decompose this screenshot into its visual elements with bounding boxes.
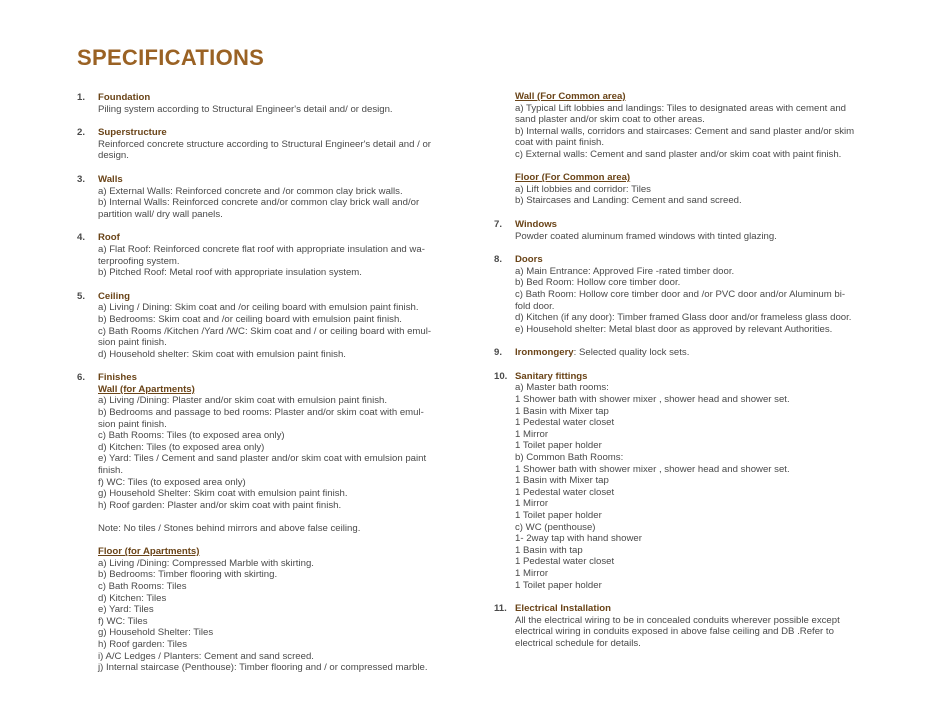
spec-heading: Superstructure [98, 127, 167, 139]
spec-line: a) Flat Roof: Reinforced concrete flat roof with appropriate insulation and wa- [98, 243, 425, 255]
spec-line: sion paint finish. [98, 337, 167, 349]
spec-line: 1 Shower bath with shower mixer , shower head and shower set. [515, 394, 790, 406]
spec-line: electrical wiring in conduits exposed in above false ceiling and DB .Refer to [515, 626, 834, 638]
spec-line: c) Bath Rooms: Tiles [98, 580, 187, 592]
spec-line: h) Roof garden: Tiles [98, 638, 188, 650]
subheading-wall-common: Wall (For Common area) [515, 91, 626, 102]
spacer [98, 535, 462, 547]
spec-line: a) Typical Lift lobbies and landings: Tiles to designated areas with cement and [515, 102, 847, 114]
spec-line: b) Internal Walls: Reinforced concrete and/or common clay brick wall and/or [98, 197, 420, 209]
spec-common-area [494, 91, 884, 207]
spec-ironmongery [494, 347, 884, 359]
spec-line: b) Bed Room: Hollow core timber door. [515, 277, 681, 289]
spec-line: 1 Toilet paper holder [515, 579, 602, 591]
spec-doors [494, 254, 884, 335]
spec-line: a) Master bath rooms: [515, 382, 609, 394]
spec-line: 1 Pedestal water closet [515, 486, 615, 498]
spec-line: f) WC: Tiles (to exposed area only) [98, 476, 246, 488]
spec-line: j) Internal staircase (Penthouse): Timber flooring and / or compressed marble. [98, 662, 428, 674]
spec-line: c) WC (penthouse) [515, 521, 596, 533]
spacer [98, 511, 462, 523]
spec-line: terproofing system. [98, 255, 180, 267]
subheading-floor-apartments: Floor (for Apartments) [98, 546, 200, 558]
spec-heading: Finishes [98, 372, 137, 384]
spec-line: a) Main Entrance: Approved Fire -rated timber door. [515, 265, 735, 277]
spec-number: 3. [77, 173, 86, 185]
spec-heading: Ironmongery [515, 347, 574, 359]
finishes-note: Note: No tiles / Stones behind mirrors and above false ceiling. [98, 523, 361, 534]
spec-line: d) Household shelter: Skim coat with emulsion paint finish. [98, 348, 346, 360]
spec-line: g) Household Shelter: Skim coat with emulsion paint finish. [98, 488, 348, 500]
spec-line: b) Pitched Roof: Metal roof with appropriate insulation system. [98, 267, 362, 279]
spec-line: 1 Basin with tap [515, 544, 583, 556]
spec-number: 4. [77, 232, 86, 244]
spec-line: c) Bath Room: Hollow core timber door and /or PVC door and/or Aluminum bi- [515, 288, 846, 300]
spec-line: a) Living /Dining: Plaster and/or skim coat with emulsion paint finish. [98, 395, 388, 407]
spec-line: e) Household shelter: Metal blast door as approved by relevant Authorities. [515, 323, 833, 335]
spec-line: 1 Pedestal water closet [515, 417, 615, 429]
spec-heading: Windows [515, 218, 558, 230]
spec-foundation [77, 92, 462, 115]
spec-walls [77, 174, 462, 220]
spec-line: a) Living /Dining: Compressed Marble with skirting. [98, 557, 314, 569]
spec-line: c) Bath Rooms /Kitchen /Yard /WC: Skim coat and / or ceiling board with emul- [98, 325, 432, 337]
spec-line: All the electrical wiring to be in concealed conduits wherever possible except [515, 614, 840, 626]
spec-line: d) Kitchen: Tiles (to exposed area only) [98, 441, 265, 453]
spec-heading: Ceiling [98, 290, 130, 302]
spec-line: 1 Shower bath with shower mixer , shower head and shower set. [515, 463, 790, 475]
spec-line: 1- 2way tap with hand shower [515, 533, 642, 545]
spec-line: 1 Pedestal water closet [515, 556, 615, 568]
spec-line: finish. [98, 465, 124, 477]
spec-line: Powder coated aluminum framed windows with tinted glazing. [515, 230, 777, 242]
spec-heading: Roof [98, 232, 120, 244]
spec-number: 1. [77, 92, 86, 103]
spec-line: a) Lift lobbies and corridor: Tiles [515, 183, 651, 195]
spec-line: sand plaster and/or skim coat to other areas. [515, 114, 705, 126]
spec-line: : Selected quality lock sets. [573, 347, 690, 359]
spec-windows [494, 219, 884, 242]
spec-line: b) Bedrooms: Skim coat and /or ceiling board with emulsion paint finish. [98, 313, 402, 325]
spec-line: design. [98, 150, 129, 162]
spec-sanitary-fittings [494, 371, 884, 591]
spec-line: fold door. [515, 300, 555, 312]
spec-line: 1 Mirror [515, 428, 549, 440]
spec-line: c) Bath Rooms: Tiles (to exposed area only) [98, 430, 285, 442]
spec-line: c) External walls: Cement and sand plaster and/or skim coat with paint finish. [515, 148, 842, 160]
spec-line: 1 Toilet paper holder [515, 510, 602, 521]
spec-line: 1 Basin with Mixer tap [515, 475, 609, 487]
left-column [77, 92, 462, 686]
spec-line: 1 Toilet paper holder [515, 440, 602, 452]
spec-line: Reinforced concrete structure according to Structural Engineer's detail and / or [98, 138, 431, 150]
spec-roof [77, 232, 462, 278]
spec-number: 2. [77, 127, 86, 139]
spec-heading: Foundation [98, 92, 151, 103]
spec-number: 8. [494, 254, 503, 266]
spec-number: 10. [494, 370, 508, 382]
page-title: SPECIFICATIONS [77, 45, 265, 70]
spec-line: d) Kitchen (if any door): Timber framed Glass door and/or frameless glass door. [515, 312, 852, 324]
spec-line: coat with paint finish. [515, 137, 605, 149]
spec-heading: Doors [515, 254, 543, 266]
spec-heading: Electrical Installation [515, 603, 611, 615]
spec-line: 1 Mirror [515, 567, 549, 579]
spec-number: 5. [77, 290, 86, 302]
spec-line: d) Kitchen: Tiles [98, 592, 167, 604]
spec-line: a) Living / Dining: Skim coat and /or ceiling board with emulsion paint finish. [98, 302, 419, 314]
spec-line: b) Staircases and Landing: Cement and sand screed. [515, 195, 742, 207]
spec-line: b) Bedrooms and passage to bed rooms: Plaster and/or skim coat with emul- [98, 407, 424, 419]
spec-line: electrical schedule for details. [515, 637, 641, 649]
spec-line: f) WC: Tiles [98, 615, 148, 627]
spec-line: e) Yard: Tiles / Cement and sand plaster and/or skim coat with emulsion paint [98, 453, 427, 465]
subheading-floor-common: Floor (For Common area) [515, 172, 631, 184]
spec-finishes [77, 372, 462, 673]
spacer [515, 161, 884, 173]
spec-line: 1 Mirror [515, 498, 549, 510]
spec-line: sion paint finish. [98, 418, 167, 430]
spec-line: g) Household Shelter: Tiles [98, 627, 214, 639]
subheading-wall-apartments: Wall (for Apartments) [98, 383, 195, 395]
spec-line: b) Common Bath Rooms: [515, 452, 624, 464]
spec-line: h) Roof garden: Plaster and/or skim coat with paint finish. [98, 499, 342, 511]
spec-ceiling [77, 291, 462, 361]
spec-line: Piling system according to Structural Engineer's detail and/ or design. [98, 103, 393, 115]
right-column [494, 91, 884, 662]
spec-electrical-installation [494, 603, 884, 649]
spec-line: i) A/C Ledges / Planters: Cement and sand screed. [98, 650, 314, 662]
spec-superstructure [77, 127, 462, 162]
spec-line: b) Internal walls, corridors and staircases: Cement and sand plaster and/or skim [515, 125, 855, 137]
spec-line: partition wall/ dry wall panels. [98, 208, 223, 220]
spec-number: 9. [494, 347, 503, 359]
spec-heading: Sanitary fittings [515, 370, 588, 382]
spec-line: 1 Basin with Mixer tap [515, 405, 609, 417]
spec-number: 6. [77, 372, 86, 384]
spec-heading: Walls [98, 173, 123, 185]
spec-number: 11. [494, 603, 507, 615]
spec-line: a) External Walls: Reinforced concrete and /or common clay brick walls. [98, 185, 403, 197]
spec-line: e) Yard: Tiles [98, 604, 154, 616]
spec-line: b) Bedrooms: Timber flooring with skirting. [98, 569, 278, 581]
spec-number: 7. [494, 218, 503, 230]
